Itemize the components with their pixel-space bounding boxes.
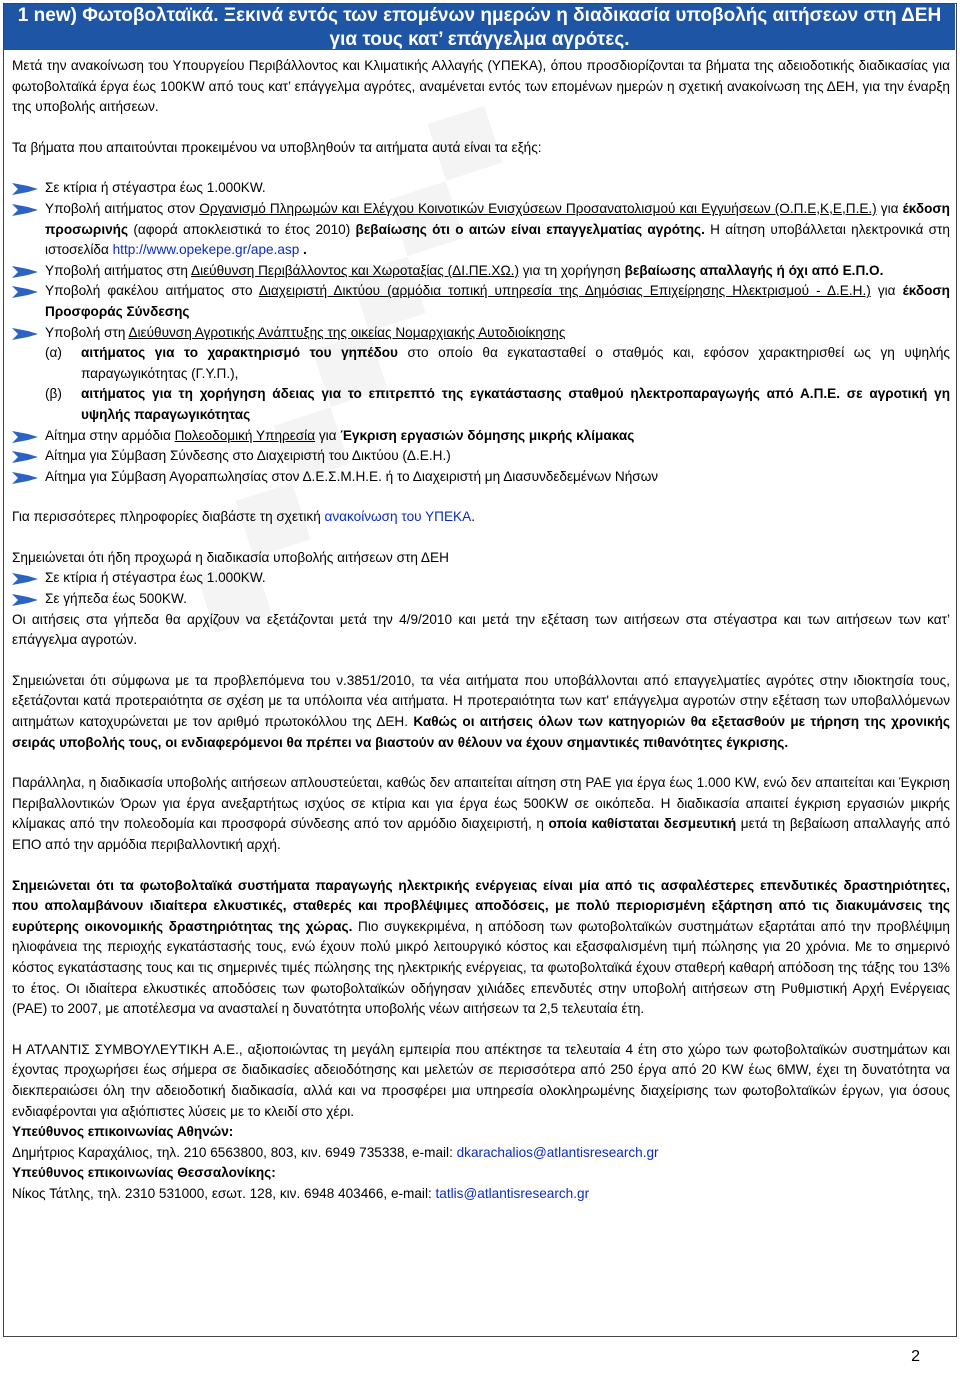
proceed-title: Σημειώνεται ότι ήδη προχωρά η διαδικασία υποβολής αιτήσεων στη ΔΕΗ [12,549,449,565]
arrow-bullet-icon [12,431,38,443]
list-item: Υποβολή φακέλου αιτήματος στο Διαχειριστή Δικτύου (αρμόδια τοπική υπηρεσία της Δημόσιας Επιχείρησης Ηλεκτρισμού - Δ.Ε.Η.) για έκδοση Προσφοράς Σύνδεσης [12,281,950,322]
arrow-bullet-icon [12,183,38,195]
more-info: Για περισσότερες πληροφορίες διαβάστε τη σχετική ανακοίνωση του ΥΠΕΚΑ. [12,509,475,525]
arrow-bullet-icon [12,472,38,484]
athens-contact-title: Υπεύθυνος επικοινωνίας Αθηνών: [12,1124,234,1140]
athens-email-link[interactable]: dkarachalios@atlantisresearch.gr [456,1144,659,1160]
investment-paragraph: Σημειώνεται ότι τα φωτοβολταϊκά συστήματα παραγωγής ηλεκτρικής ενέργειας είναι μία από τις ασφαλέστερες επενδυτικές δραστηριότητες, που απολαμβάνουν ιδιαίτερα ελκυστικές, σταθερές και προβλέψιμες αποδόσεις, με πολύ περιορισμένη εξάρτηση από τις διακυμάνσεις της ευρύτερης οικονομικής δραστηριότητας της χώρας. Πιο συγκεκριμένα, η απόδοση των φωτοβολταϊκών συστημάτων εξαρτάται από την προβλέψιμη ηλιοφάνεια της περιοχής εγκατάστασής τους, ενώ έχουν πολύ μικρό λειτουργικό κόστος και εξασφαλισμένη τιμή πώλησης για 20 χρόνια. Με το σημερινό κόστος εγκατάστασης τους και τις σημερινές τιμές πώλησης της ηλεκτρικής ενέργειας, τα φωτοβολταϊκά έχουν σταθερή καθαρή απόδοση της τάξης του 13% το έτος. Οι ιδιαίτερα ελκυστικές αποδόσεις των φωτοβολταϊκών οδήγησαν χιλιάδες επενδυτές στην υποβολή αιτήσεων στη Ρυθμιστική Αρχή Ενέργειας (ΡΑΕ) το 2007, με αποτέλεσμα να ανασταλεί η δυνατότητα υποβολής νέων αιτήσεων τα 2,5 τελευταία έτη. [12,877,950,1017]
steps-intro: Τα βήματα που απαιτούνται προκειμένου να υποβληθούν τα αιτήματα αυτά είναι τα εξής: [12,139,542,155]
sub-item-a: (α) αιτήματος για το χαρακτηρισμό του γηπέδου στο οποίο θα εγκατασταθεί ο σταθμός και, εφόσον χαρακτηρισθεί ως γη υψηλής παραγωγικότητας (Γ.Υ.Π.), [45,345,950,381]
arrow-bullet-icon [12,573,38,585]
ypeka-announcement-link[interactable]: ανακοίνωση του ΥΠΕΚΑ [324,509,472,525]
list-item: Σε γήπεδα έως 500KW. [12,589,950,610]
arrow-bullet-icon [12,328,38,340]
agri-dev-link[interactable]: Διεύθυνση Αγροτικής Ανάπτυξης της οικείας Νομαρχιακής Αυτοδιοίκησης [128,324,566,340]
page-title: 1 new) Φωτοβολταϊκά. Ξεκινά εντός των επομένων ημερών η διαδικασία υποβολής αιτήσεων στη ΔΕΗ για τους κατ’ επάγγελμα αγρότες. [4,4,955,50]
list-item: Αίτημα για Σύμβαση Σύνδεσης στο Διαχειριστή του Δικτύου (Δ.Ε.Η.) [12,446,950,467]
page-number: 2 [911,1348,920,1365]
list-item: Σε κτίρια ή στέγαστρα έως 1.000KW. [12,568,950,589]
arrow-bullet-icon [12,594,38,606]
list-item: Υποβολή στη Διεύθυνση Αγροτικής Ανάπτυξης της οικείας Νομαρχιακής Αυτοδιοίκησης [12,323,950,344]
dipexo-link[interactable]: Διεύθυνση Περιβάλλοντος και Χωροταξίας (ΔΙ.ΠΕ.ΧΩ.) [190,262,519,278]
list-item: Υποβολή αιτήματος στη Διεύθυνση Περιβάλλοντος και Χωροταξίας (ΔΙ.ΠΕ.ΧΩ.) για τη χορήγηση βεβαίωσης απαλλαγής ή όχι από Ε.Π.Ο. [12,261,950,282]
contacts: Υπεύθυνος επικοινωνίας Αθηνών: Δημήτριος Καραχάλιος, τηλ. 210 6563800, 803, κιν. 6949 735338, e-mail: dkarachalios@atlantisresearch.gr Υπεύθυνος επικοινωνίας Θεσσαλονίκης: Νίκος Τάτλης, τηλ. 2310 531000, εσωτ. 128, κιν. 6948 403466, e-mail: tatlis@atlantisresearch.gr [12,1124,659,1201]
arrow-bullet-icon [12,286,38,298]
list-item: Σε κτίρια ή στέγαστρα έως 1.000KW. [12,178,950,199]
law-paragraph: Σημειώνεται ότι σύμφωνα με τα προβλεπόμενα του ν.3851/2010, τα νέα αιτήματα που υποβάλλονται από επαγγελματίες αγρότες στην ιδιοκτησία τους, εξετάζονται κατά προτεραιότητα σε σχέση με τα υπόλοιπα νέα αιτήματα. Η προτεραιότητα των κατ' επάγγελμα αγροτών στην εξέταση των υποβαλλόμενων αιτημάτων κατοχυρώνεται με τον αριθμό πρωτοκόλλου της ΔΕΗ. Καθώς οι αιτήσεις όλων των κατηγοριών θα εξετασθούν με τήρηση της χρονικής σειράς υποβολής τους, οι ενδιαφερόμενοι θα πρέπει να βιαστούν αν θέλουν να έχουν σημαντικές πιθανότητες έγκρισης. [12,672,951,750]
article-body [12,56,950,1205]
steps-list [12,178,950,487]
list-item: Αίτημα για Σύμβαση Αγοραπωλησίας στον Δ.Ε.Σ.Μ.Η.Ε. ή το Διαχειριστή μη Διασυνδεδεμένων Νήσων [12,467,950,488]
intro-paragraph: Μετά την ανακοίνωση του Υπουργείου Περιβάλλοντος και Κλιματικής Αλλαγής (ΥΠΕΚΑ), όπου προσδιορίζονται τα βήματα της αδειοδοτικής διαδικασίας για φωτοβολταϊκά έργα έως 100KW από τους κατ’ επάγγελμα αγρότες, αναμένεται εντός των επομένων ημερών η σχετική ανακοίνωση της ΔΕΗ, για την έναρξη της υποβολής αιτήσεων. [12,58,950,115]
opekepe-link[interactable]: Οργανισμό Πληρωμών και Ελέγχου Κοινοτικών Ενισχύσεων Προσανατολισμού και Εγγυήσεων (Ο.Π.Ε,Κ,Ε,Π.Ε.) [199,200,877,216]
thess-contact-title: Υπεύθυνος επικοινωνίας Θεσσαλονίκης: [12,1165,276,1181]
urban-planning-link[interactable]: Πολεοδομική Υπηρεσία [174,427,316,443]
list-item: Αίτημα στην αρμόδια Πολεοδομική Υπηρεσία για Έγκριση εργασιών δόμησης μικρής κλίμακας [12,426,950,447]
proceed-text: Οι αιτήσεις στα γήπεδα θα αρχίζουν να εξετάζονται μετά την 4/9/2010 και μετά την εξέταση των αιτήσεων στα στέγαστρα και των αιτήσεων των κατ’ επάγγελμα αγροτών. [12,611,950,648]
sub-item-b: (β) αιτήματος για τη χορήγηση άδειας για το επιτρεπτό της εγκατάστασης σταθμού ηλεκτροπαραγωγής από Α.Π.Ε. σε αγροτική γη υψηλής παραγωγικότητας [45,386,950,422]
arrow-bullet-icon [12,204,38,216]
arrow-bullet-icon [12,451,38,463]
company-paragraph: Η ΑΤΛΑΝΤΙΣ ΣΥΜΒΟΥΛΕΥΤΙΚΗ Α.Ε., αξιοποιώντας τη μεγάλη εμπειρία που απέκτησε τα τελευταία 4 έτη στο χώρο των φωτοβολταϊκών συστημάτων και έχοντας προχωρήσει έως σήμερα σε διαδικασίες αδειοδότησης και μελετών σε περισσότερα από 250 έργα από 20 KW έως 6MW, έχει τη δυνατότητα να διεκπεραιώσει όλη την αδειοδοτική διαδικασία, αλλά και να προσφέρει μια υπηρεσία ολοκληρωμένης διαχείρισης των φωτοβολταϊκών έργων, για όσους ενδιαφέρονται για αξιόπιστες λύσεις με το κλειδί στο χέρι. [12,1041,950,1119]
arrow-bullet-icon [12,266,38,278]
list-item: Υποβολή αιτήματος στον Οργανισμό Πληρωμών και Ελέγχου Κοινοτικών Ενισχύσεων Προσανατολισμού και Εγγυήσεων (Ο.Π.Ε,Κ,Ε,Π.Ε.) για έκδοση προσωρινής (αφορά αποκλειστικά το έτος 2010) βεβαίωσης ότι ο αιτών είναι επαγγελματίας αγρότης. Η αίτηση υποβάλλεται ηλεκτρονικά στη ιστοσελίδα http://www.opekepe.gr/ape.asp . [12,199,950,261]
dei-operator-link[interactable]: Διαχειριστή Δικτύου (αρμόδια τοπική υπηρεσία της Δημόσιας Επιχείρησης Ηλεκτρισμού - Δ.Ε.Η.) [258,283,871,299]
thess-email-link[interactable]: tatlis@atlantisresearch.gr [435,1185,590,1201]
parallel-paragraph: Παράλληλα, η διαδικασία υποβολής αιτήσεων απλουστεύεται, καθώς δεν απαιτείται αίτηση στη ΡΑΕ για έργα έως 1.000 KW, ενώ δεν απαιτείται και Έγκριση Περιβαλλοντικών Όρων για έργα ανεξαρτήτως ισχύος σε κτίρια και για έργα έως 500KW σε οικόπεδα. Η διαδικασία απαιτεί έγκριση εργασιών μικρής κλίμακας από την πολεοδομία και προσφορά σύνδεσης από τον αρμόδιο διαχειριστή, η οποία καθίσταται δεσμευτική μετά τη βεβαίωση απαλλαγής από ΕΠΟ από την αρμόδια περιβαλλοντική αρχή. [12,775,951,852]
opekepe-url-link[interactable]: http://www.opekepe.gr/ape.asp [112,242,300,258]
